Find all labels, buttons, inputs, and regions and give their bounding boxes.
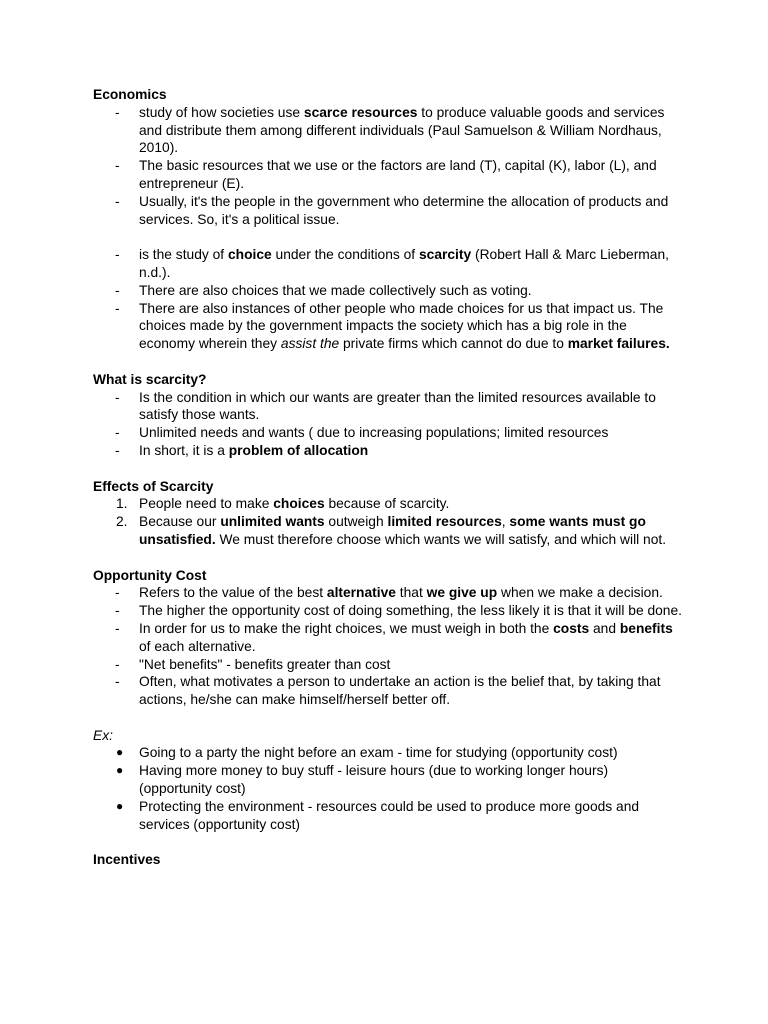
list-item: - There are also instances of other people who made choices for us that impact us. The choices made by the government impacts the society which has a big role in the economy wherein they assist the private firms which cannot do due to market failures. — [115, 300, 670, 352]
spacer — [93, 709, 683, 727]
list-item: - "Net benefits" - benefits greater than cost — [115, 656, 391, 672]
economics-list — [93, 104, 683, 229]
heading-effects: Effects of Scarcity — [93, 478, 214, 494]
number-marker: 1. — [116, 496, 128, 512]
dash-marker: - — [115, 193, 120, 209]
bullet-marker: ● — [116, 763, 124, 778]
dash-marker: - — [115, 282, 120, 298]
dash-marker: - — [115, 389, 120, 405]
dash-marker: - — [115, 442, 120, 458]
bullet-marker: ● — [116, 798, 124, 813]
bullet-marker: ● — [116, 745, 124, 760]
heading-economics: Economics — [93, 87, 167, 102]
dash-marker: - — [115, 104, 120, 120]
dash-marker: - — [115, 300, 120, 316]
list-item: - In short, it is a problem of allocation — [115, 442, 369, 458]
dash-marker: - — [115, 585, 120, 601]
list-item: - The higher the opportunity cost of doing something, the less likely it is that it will be done. — [115, 603, 682, 619]
dash-marker: - — [115, 674, 120, 690]
list-item: - Often, what motivates a person to undertake an action is the belief that, by taking that actions, he/she can make himself/herself better off. — [115, 674, 661, 708]
document-page — [93, 86, 683, 869]
list-item: - Refers to the value of the best alternative that we give up when we make a decision. — [115, 585, 663, 601]
dash-marker: - — [115, 158, 120, 174]
spacer — [93, 228, 683, 246]
list-item: ● Going to a party the night before an exam - time for studying (opportunity cost) — [116, 745, 618, 761]
scarcity-list — [93, 389, 683, 460]
spacer — [93, 549, 683, 567]
effects-list — [93, 495, 683, 548]
heading-incentives: Incentives — [93, 852, 161, 868]
heading-examples: Ex: — [93, 727, 113, 743]
spacer — [93, 460, 683, 478]
list-item: - Unlimited needs and wants ( due to increasing populations; limited resources — [115, 425, 609, 441]
heading-scarcity: What is scarcity? — [93, 371, 207, 387]
list-item: 2. Because our unlimited wants outweigh limited resources, some wants must go unsatisfied. We must therefore choose which wants we will satisfy, and which will not. — [116, 514, 667, 547]
list-item: - Is the condition in which our wants are greater than the limited resources available to satisfy those wants. — [115, 389, 656, 423]
dash-marker: - — [115, 247, 120, 263]
number-marker: 2. — [116, 514, 128, 530]
dash-marker: - — [115, 620, 120, 636]
list-item: - study of how societies use scarce resources to produce valuable goods and services and distribute them among different individuals (Paul Samuelson & William Nordhaus, 2010). — [115, 104, 665, 156]
spacer — [93, 833, 683, 851]
economics-list-2 — [93, 246, 683, 353]
list-item: ● Protecting the environment - resources could be used to produce more goods and services (opportunity cost) — [116, 798, 640, 832]
list-item: - In order for us to make the right choices, we must weigh in both the costs and benefits of each alternative. — [115, 620, 673, 654]
list-item: - Usually, it's the people in the government who determine the allocation of products and services. So, it's a political issue. — [115, 193, 669, 227]
list-item: ● Having more money to buy stuff - leisure hours (due to working longer hours) (opportunity cost) — [116, 763, 609, 797]
heading-opportunity-cost: Opportunity Cost — [93, 567, 207, 583]
dash-marker: - — [115, 425, 120, 441]
opportunity-list — [93, 584, 683, 709]
list-item: - There are also choices that we made collectively such as voting. — [115, 282, 532, 298]
list-item: - The basic resources that we use or the factors are land (T), capital (K), labor (L), and entrepreneur (E). — [115, 158, 657, 191]
examples-list — [93, 744, 683, 833]
dash-marker: - — [115, 656, 120, 672]
spacer — [93, 353, 683, 371]
list-item: - is the study of choice under the conditions of scarcity (Robert Hall & Marc Lieberman, n.d.). — [115, 247, 669, 280]
dash-marker: - — [115, 603, 120, 619]
list-item: 1. People need to make choices because of scarcity. — [116, 496, 450, 512]
